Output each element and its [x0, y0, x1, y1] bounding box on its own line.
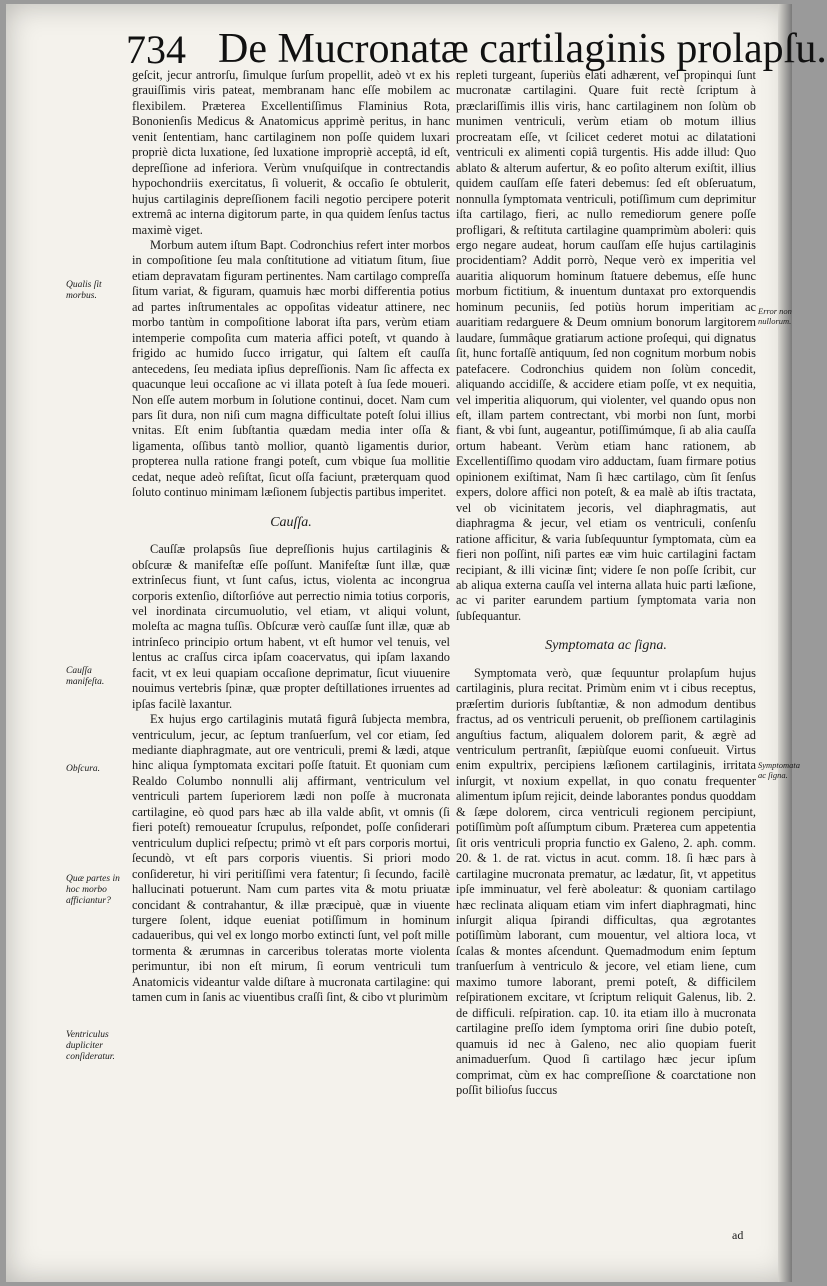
- paragraph: repleti turgeant, ſuperiùs elati adhærent, vel propinqui ſunt mucronatæ cartilagini. Quare fuit rectè ſcriptum à præclariſſimis illis viris, hanc cartilaginem non ſolùm ob munimen ventriculi, verùm etiam ob motum illius procreatam eſſe, vt ſcilicet cederet motui ac dilatationi ventriculi ex alimenti copiâ turgentis. His adde illud: Quo ablato & alterum aufertur, & eo poſito alterum exiſtit, illius quidem cauſſam eſſe fateri debemus: ſed eſt obſeruatum, nonnulla ſymptomata ventriculi, potiſſimum cum deprimitur iſta cartilago, fieri, ac nullo remediorum genere poſſe profligari, & reſtituta cartilagine quamprimùm aboleri: quis ergo negare audeat, horum cauſſam eſſe hujus cartilaginis procidentiam? Addit porrò, Neque verò ex imperitia vel auaritia aliquorum hominum ſtatuere debemus, eſſe hunc morbum fictitium, & inuentum duntaxat pro extorquendis hominum pecuniis, ſed potiùs horum imperitiam ac auaritiam redarguere & Deum omnium bonorum largitorem laudare, ſummâque gratiarum actione proſequi, qui dignatus ſit, hunc fortaſſè antiquum, ſed non cognitum morbum nobis patefacere. Codronchius quidem non ſolùm concedit, aliquando accidiſſe, & accidere etiam poſſe, vt ex nequitia, vel imperitia aliquorum, qui violenter, vel quando opus non eſt, illam partem contrectant, vbi morbi non ſunt, morbi fiant, & vbi ſunt, augeantur, potiſſimúmque, ſi ab alia cauſſa ortum habeant. Verùm etiam hanc rationem, ab Excellentiſſimo quodam viro adductam, ſuam firmare potius opinionem exiſtimat, Nam ſi hæc cartilago, cùm ſit ſenſus expers, dolore affici non poteſt, & ea malè ab iſtis tractata, vel ob vicinitatem jecoris, vel diaphragmatis, aut diaphragma & jecur, vel etiam os ventriculi, conſenſu ratione afficitur, & varia ſubſequuntur ſymptomata, cùm ea fieri non poſſint, niſi partes eæ vim huic cartilagini factam recipiant, & illi vicinæ ſint; videre ſe non poſſe ſcribit, cur ab aliqua externa cauſſa vel interna allata huic parti læſione, ac vi pariter earundem partium ſymptomata varia non ſubſequantur.: [456, 68, 756, 623]
- paragraph: geſcit, jecur antrorſu, ſimulque ſurſum propellit, adeò vt ex his grauiſſimis viris pateat, membranam hanc eſſe mobilem ac flexibilem. Præterea Excellentiſſimus Flaminius Rota, Bononienſis Medicus & Anatomicus apprimè peritus, in hanc venit ſententiam, hanc cartilaginem non poſſe quidem luxari propriè dicta luxatione, ſed luxatione impropriè acceptâ, id eſt, depreſſione ad inferiora. Verùm vnuſquiſque in contrectandis hypochondriis exercitatus, ſi voluerit, & occaſio ſe obtulerit, hujus cartilaginis depreſſionem facili negotio percipere poterit extremâ ac interna digitorum parte, in qua quidem ſenſus tactus maximè viget.: [132, 68, 450, 237]
- page-header: [6, 16, 827, 74]
- running-title: De Mucronatæ cartilaginis prolapſu.: [218, 26, 827, 72]
- margin-note-partes-afficiantur: Quæ partes in hoc morbo afficiantur?: [66, 874, 120, 906]
- margin-note-causa-manifesta: Cauſſa manifeſta.: [66, 666, 105, 687]
- section-heading-causes: Cauſſa.: [270, 514, 312, 530]
- catchword: ad: [732, 1228, 744, 1242]
- margin-note-error: Error non nullorum.: [758, 306, 792, 326]
- margin-note-qualis-morbus: Qualis ſit morbus.: [66, 280, 102, 301]
- page-number: 734: [126, 27, 186, 72]
- book-page: [6, 4, 827, 1282]
- paragraph: Symptomata verò, quæ ſequuntur prolapſum hujus cartilaginis, plura recitat. Primùm enim vt i cibus receptus, præſertim durioris ſubſtantiæ, & non admodum dentibus fractus, ad os ventriculi peruenit, ob preſſionem cartilaginis anguſtius factum, aliqualem dolorem parit, & ægrè ad ventriculum pertranſit, ſæpiùſque euomi conſueuit. Virtus enim expultrix, percipiens læſionem cartilaginis, irritata inſurgit, vt noxium expellat, in quo conatu frequenter alimentum ipſum rejicit, deinde laborantes pondus quoddam & ſæpe dolorem, circa ventriculi regionem percipiunt, potiſſimùm poſt aſſumptum cibum. Præterea cum appetentia ſit oris ventriculi propria functio ex Galeno, 2. aph. comm. 20. & 1. de rat. victus in acut. comm. 18. ſi hæc pars à cartilagine mucronata prematur, ac lædatur, ſit, vt appetitus ipſe imminuatur, vel ferè aboleatur: & quoniam cartilago hæc reclinata aliquam etiam vim infert diaphragmati, hinc inſurgit aliqua ſpirandi difficultas, qua ægrotantes potiſſimùm laborant, cum mouentur, vel altiora loca, vt ſcalas & montes aſcendunt. Quemadmodum enim ſeptum tranſuerſum à ventriculo & jecore, vel etiam liene, cum maximo tumore laborant, premi poteſt, & difficilem reſpirationem excitare, vt ſcriptum reliquit Galenus, lib. 2. de difficuli. reſpiration. cap. 10. ita etiam illo à mucronata cartilagine preſſo idem ſymptoma oriri ſine dubio poteſt, quamuis id nec à Galeno, nec alio quopiam fuerit animaduerſum. Quod ſi cartilago hæc jecur ipſum comprimat, cùm ex hac compreſſione & coarctatione non poſſit bilioſus ſuccus: [456, 665, 756, 1097]
- section-heading-symptoms: Symptomata ac ſigna.: [545, 638, 667, 654]
- margin-note-symptomata: Symptomata ac ſigna.: [758, 760, 801, 780]
- paragraph: Ex hujus ergo cartilaginis mutatâ figurâ ſubjecta membra, ventriculum, jecur, ac ſeptum tranſuerſum, vel cor etiam, ſed mediante diaphragmate, aut ore ventriculi, premi & lædi, atque hinc aliqua ſymptomata excitari poſſe ſtatuit. Et quoniam cum Realdo Columbo nonnulli alij affirmant, ventriculum vel ventriculi partem ſuperiorem lædi non poſſe à mucronata cartilagine, eò quod pars hæc ab illa valde abſit, vt omnis (ſi fieri poteſt) remoueatur ſcrupulus, reſpondet, poſſe conſiderari ventriculum duplici reſpectu; primò vt eſt pars corporis mortui, ſecundò, vt eſt pars corporis viuentis. Si priori modo conſideretur, hi viri peritiſſimi vera fatentur; ſi ſecundo, facilè hallucinati potuerunt. Nam cum partes vita & motu priuatæ concidant & contrahantur, & illæ præcipuè, quæ in viuente turgere ſolent, idque eueniat potiſſimum in hominum cadaueribus, qui vel ex longo morbo extincti ſunt, vel poſt mille tormenta & ærumnas in carceribus toleratas morte violenta perimuntur, ibi non eſt mirum, ſi eorum ventriculi tum Anatomicis videantur valde diſtare à mucronata cartilagine: qui tamen cum in ſanis ac viuentibus craſſi ſint, & cibo vt plurimùm: [132, 712, 450, 1005]
- left-column: [132, 68, 450, 1006]
- margin-note-obscura: Obſcura.: [66, 764, 101, 774]
- page-gutter-shadow: [778, 4, 792, 1282]
- paragraph: Cauſſæ prolapsûs ſiue depreſſionis hujus cartilaginis & obſcuræ & manifeſtæ eſſe poſſunt. Manifeſtæ ſunt illæ, quæ extrinſecus fiunt, vt ſunt caſus, ictus, violenta ac incongrua corporis extenſio, diſtorſióve aut perrectio nimia totius corporis, vel inordinata circumuolutio, vel etiam, vt aliqui volunt, moleſta ac magna tuſſis. Obſcuræ verò cauſſæ ſunt illæ, quæ ab intrinſeco principio ortum habent, vt eſt humor vel tenuis, vel lentus ac craſſus circa ipſam coacervatus, qui ipſam laxando facit, vt ex leui quapiam occaſione deprimatur, ſicut viuuenire nouimus vertebris ſpinæ, quæ propter deſtillationes irruentes ad ipſas facilè laxantur.: [132, 542, 450, 711]
- margin-note-ventriculus-duplex: Ventriculus dupliciter conſideratur.: [66, 1030, 115, 1062]
- right-column: [456, 68, 756, 1098]
- paragraph: Morbum autem iſtum Bapt. Codronchius refert inter morbos in compoſitione ſeu mala conſtitutione ad vitiatum ſitum, ſiue etiam depravatam figuram pertinentes. Nam cartilago compreſſa ſitum variat, & figuram, quamuis hæc morbi differentia potius ad partes inſtrumentales ac oppoſitas videatur attinere, nec morbo tantùm in compoſitione laborat iſta pars, verùm etiam intemperie compoſita cum materia affici poteſt, vt quando à frigido ac humido ſucco irrigatur, qui ſaltem eſt cauſſa antecedens, ſeu mediata ipſius depreſſionis. Nam ſic affecta ex quacunque leui occaſione ac vi illata poteſt à ſua ſede moueri. Non eſſe autem morbum in ſolutione continui, docet. Nam cum pars ſit dura, non niſi cum magna difficultate poteſt ſolui illius vnitas. Eſt enim ſubſtantia quædam media inter oſſa & ligamenta, oſſibus tantò mollior, quantò ligamentis durior, propterea nulla ratione frangi poteſt, cum vbique ſua mollitie cedat, neque adeò reſiſtat, ſicut oſſa faciunt, præterquam quod ſoluto continuo minimam læſionem ſubjectis partibus imperitet.: [132, 237, 450, 500]
